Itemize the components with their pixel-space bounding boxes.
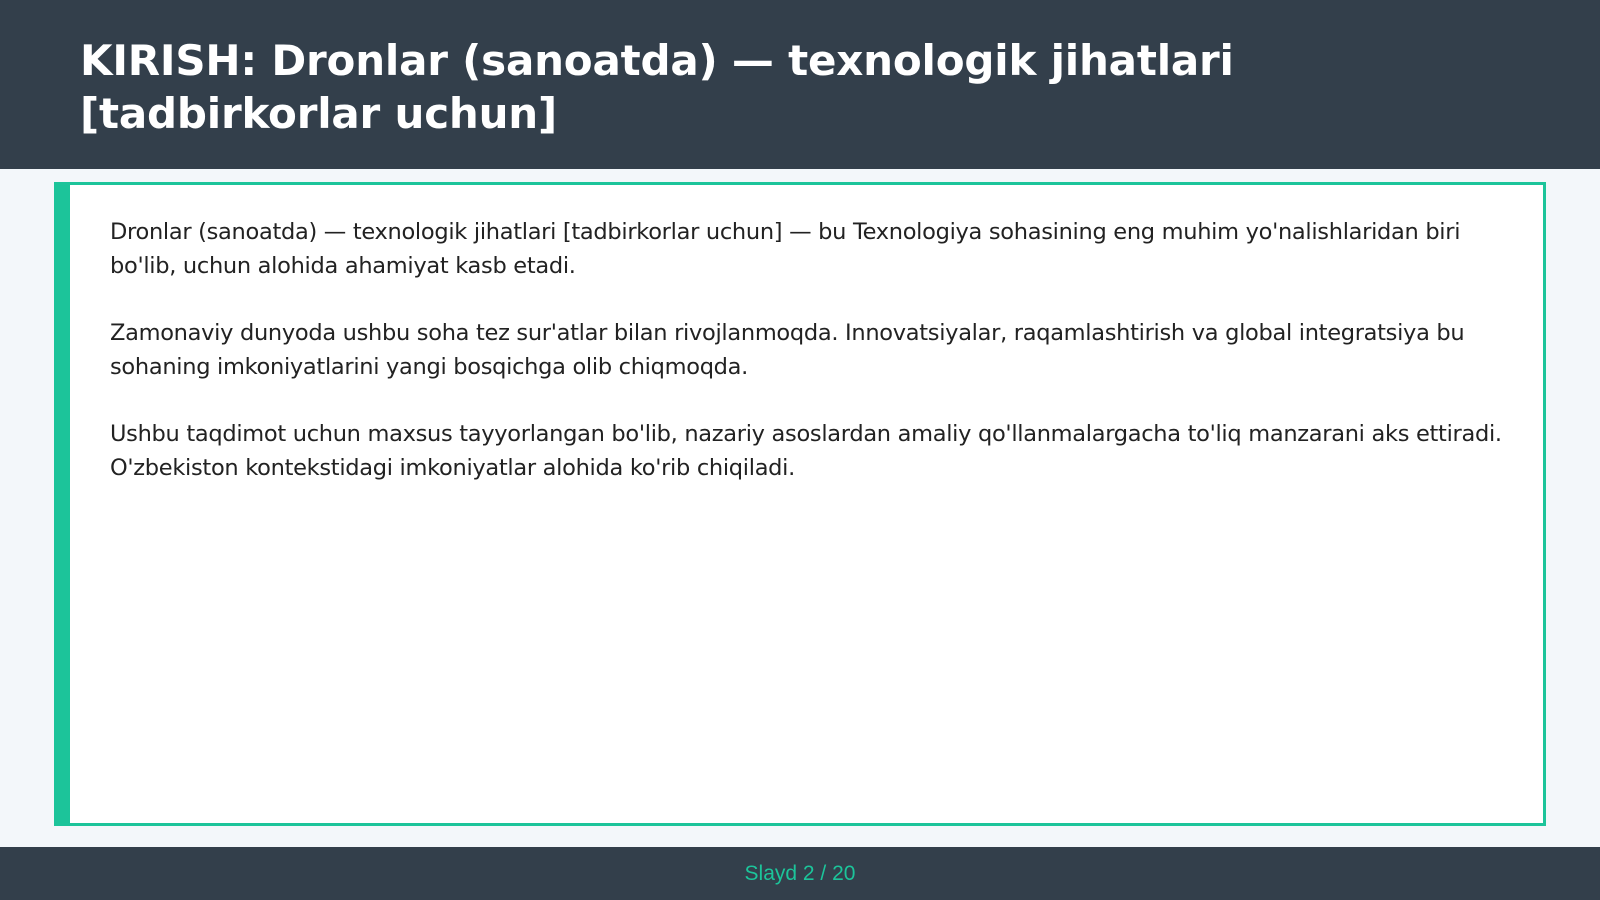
content-paragraph: Ushbu taqdimot uchun maxsus tayyorlangan bo'lib, nazariy asoslardan amaliy qo'llanmalargacha to'liq manzarani aks ettiradi. O'zbekiston kontekstidagi imkoniyatlar alohida ko'rib chiqiladi. xyxy=(110,421,1502,481)
slide-footer xyxy=(0,847,1600,900)
content-card xyxy=(54,182,1546,826)
content-paragraph: Dronlar (sanoatda) — texnologik jihatlari [tadbirkorlar uchun] — bu Texnologiya sohasining eng muhim yo'nalishlaridan biri bo'lib, uchun alohida ahamiyat kasb etadi. xyxy=(110,219,1461,279)
content-paragraph: Zamonaviy dunyoda ushbu soha tez sur'atlar bilan rivojlanmoqda. Innovatsiyalar, raqamlashtirish va global integratsiya bu sohaning imkoniyatlarini yangi bosqichga olib chiqmoqda. xyxy=(110,320,1465,380)
slide-counter: Slayd 2 / 20 xyxy=(744,861,856,885)
slide-title: KIRISH: Dronlar (sanoatda) — texnologik jihatlari [tadbirkorlar uchun] xyxy=(80,36,1234,138)
slide-header xyxy=(0,0,1600,169)
